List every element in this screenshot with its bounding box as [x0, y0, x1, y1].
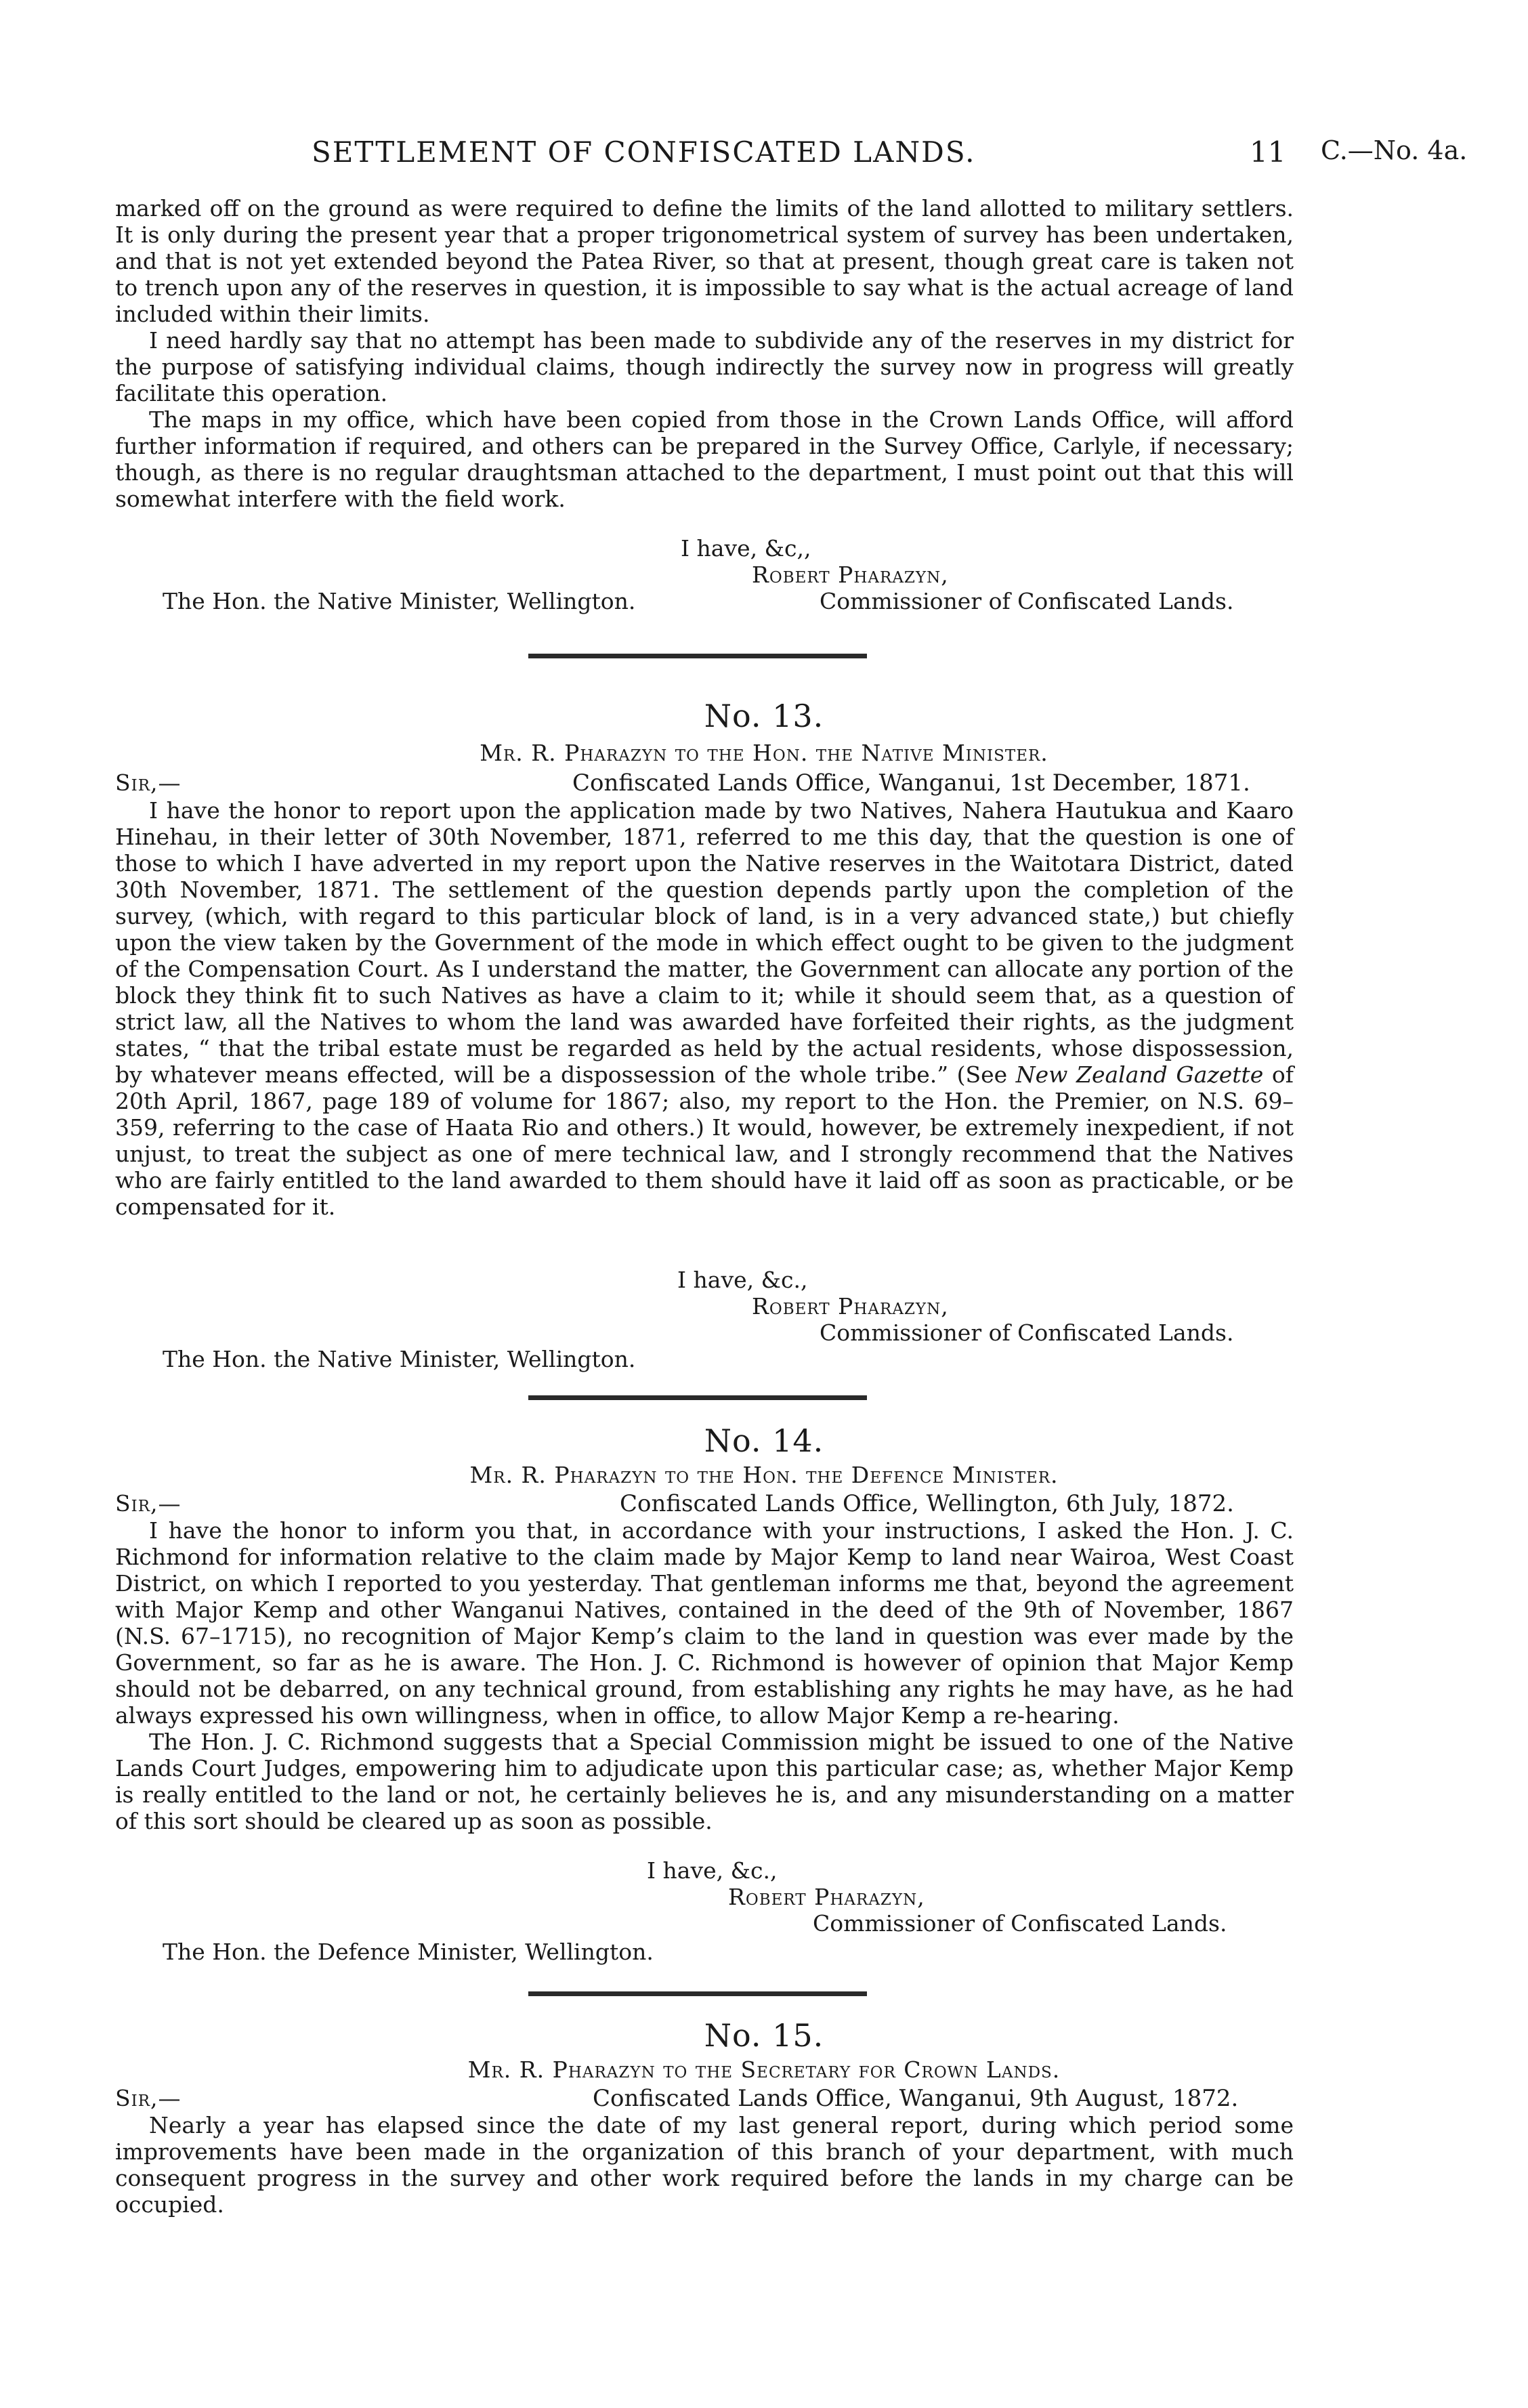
intro-paragraph-1: marked off on the ground as were required to define the limits of the land allotted to military settlers. It is only during the present year that a proper trigonometrical system of survey has been undertaken, and that is not yet extended beyond the Patea River, so that at present, though great care is taken not to trench upon any of the reserves in question, it is impossible to say what is the actual acreage of land included within their limits.	[115, 195, 1294, 327]
section-divider	[528, 1991, 867, 1996]
intro-closing: I have, &c,,	[681, 535, 811, 562]
intro-signature-title: Commissioner of Confiscated Lands.	[820, 588, 1234, 614]
letter-13-text-b: of 20th April, 1867, page 189 of volume for 1867; also, my report to the Hon. the Premier, on N.S. 69–359, referring to the case of Haata Rio and others.) It would, however, be extremely inexpedient, if not unjust, to treat the subject as one of mere technical law, and I strongly recommend that the Natives who are fairly entitled to the land awarded to them should have it laid off as soon as practicable, or be compensated for it.	[115, 1061, 1294, 1220]
letter-15-paragraph-1: Nearly a year has elapsed since the date of my last general report, during which period some improvements have been made in the organization of this branch of your department, with much consequent progress in the survey and other work required before the lands in my charge can be occupied.	[115, 2112, 1294, 2218]
letter-14-dateline: Confiscated Lands Office, Wellington, 6th July, 1872.	[620, 1490, 1234, 1517]
letter-14-body	[115, 1517, 1294, 1834]
letter-14-heading: Mr. R. Pharazyn to the Hon. the Defence Minister.	[469, 1462, 1059, 1488]
letter-14-paragraph-2: The Hon. J. C. Richmond suggests that a Special Commission might be issued to one of the Native Lands Court Judges, empowering him to adjudicate upon this particular case; as, whether Major Kemp is really entitled to the land or not, he certainly believes he is, and any misunderstanding on a matter of this sort should be cleared up as soon as possible.	[115, 1729, 1294, 1834]
running-header	[0, 135, 1528, 176]
letter-15-heading: Mr. R. Pharazyn to the Secretary for Crown Lands.	[467, 2056, 1061, 2083]
intro-paragraph-3: The maps in my office, which have been copied from those in the Crown Lands Office, will afford further information if required, and others can be prepared in the Survey Office, Carlyle, if necessary; though, as there is no regular draughtsman attached to the department, I must point out that this will somewhat interfere with the field work.	[115, 406, 1294, 512]
letter-13-dateline: Confiscated Lands Office, Wanganui, 1st December, 1871.	[572, 769, 1250, 797]
letter-13-text-a: I have the honor to report upon the application made by two Natives, Nahera Hautukua and Kaaro Hinehau, in their letter of 30th November, 1871, referred to me this day, that the question is one of those to which I have adverted in my report upon the Native reserves in the Waitotara District, dated 30th November, 1871. The settlement of the question depends partly upon the completion of the survey, (which, with regard to this particular block of land, is in a very advanced state,) but chiefly upon the view taken by the Government of the mode in which effect ought to be given to the judgment of the Compensation Court. As I understand the matter, the Government can allocate any portion of the block they think fit to such Natives as have a claim to it; while it should seem that, as a question of strict law, all the Natives to whom the land was awarded have forfeited their rights, as the judgment states, “ that the tribal estate must be regarded as held by the actual residents, whose dispossession, by whatever means effected, will be a dispossession of the whole tribe.” (See	[115, 797, 1294, 1088]
letter-13-closing: I have, &c.,	[677, 1267, 808, 1293]
page-title: SETTLEMENT OF CONFISCATED LANDS.	[312, 135, 976, 169]
intro-signature: Robert Pharazyn,	[752, 562, 949, 588]
letter-14-signature: Robert Pharazyn,	[728, 1884, 925, 1910]
letter-13-signature-title: Commissioner of Confiscated Lands.	[820, 1319, 1234, 1346]
letter-15-body	[115, 2112, 1294, 2218]
letter-14-paragraph-1: I have the honor to inform you that, in accordance with your instructions, I asked the Hon. J. C. Richmond for information relative to the claim made by Major Kemp to land near Wairoa, West Coast District, on which I reported to you yesterday. That gentleman informs me that, beyond the agreement with Major Kemp and other Wanganui Natives, contained in the deed of the 9th of November, 1867 (N.S. 67–1715), no recognition of Major Kemp’s claim to the land in question was ever made by the Government, so far as he is aware. The Hon. J. C. Richmond is however of opinion that Major Kemp should not be debarred, on any technical ground, from establishing any rights he may have, as he had always expressed his own willingness, when in office, to allow Major Kemp a re-hearing.	[115, 1517, 1294, 1729]
letter-13-signature: Robert Pharazyn,	[752, 1293, 949, 1319]
letter-14-signature-title: Commissioner of Confiscated Lands.	[813, 1910, 1227, 1937]
paper-reference: C.—No. 4a.	[1321, 135, 1468, 165]
intro-body	[115, 195, 1294, 512]
letter-13-addressee: The Hon. the Native Minister, Wellington.	[163, 1346, 636, 1372]
letter-14-salutation: Sir,—	[115, 1490, 182, 1517]
page-number: 11	[1250, 135, 1286, 169]
letter-15-salutation: Sir,—	[115, 2085, 182, 2111]
letter-13-number: No. 13.	[704, 698, 824, 734]
intro-paragraph-2: I need hardly say that no attempt has been made to subdivide any of the reserves in my district for the purpose of satisfying individual claims, though indirectly the survey now in progress will greatly facilitate this operation.	[115, 327, 1294, 406]
letter-13-paragraph	[115, 797, 1294, 1220]
letter-14-number: No. 14.	[704, 1422, 824, 1459]
letter-15-dateline: Confiscated Lands Office, Wanganui, 9th August, 1872.	[593, 2085, 1239, 2112]
letter-14-closing: I have, &c.,	[647, 1857, 778, 1884]
letter-13-body	[115, 797, 1294, 1220]
letter-13-salutation: Sir,—	[115, 769, 182, 796]
section-divider	[528, 654, 867, 658]
letter-13-heading: Mr. R. Pharazyn to the Hon. the Native Minister.	[480, 740, 1048, 766]
section-divider	[528, 1395, 867, 1400]
letter-13-gazette-title: New Zealand Gazette	[1015, 1061, 1264, 1088]
intro-addressee: The Hon. the Native Minister, Wellington.	[163, 588, 636, 614]
letter-15-number: No. 15.	[704, 2017, 824, 2054]
letter-14-addressee: The Hon. the Defence Minister, Wellington.	[163, 1939, 654, 1965]
